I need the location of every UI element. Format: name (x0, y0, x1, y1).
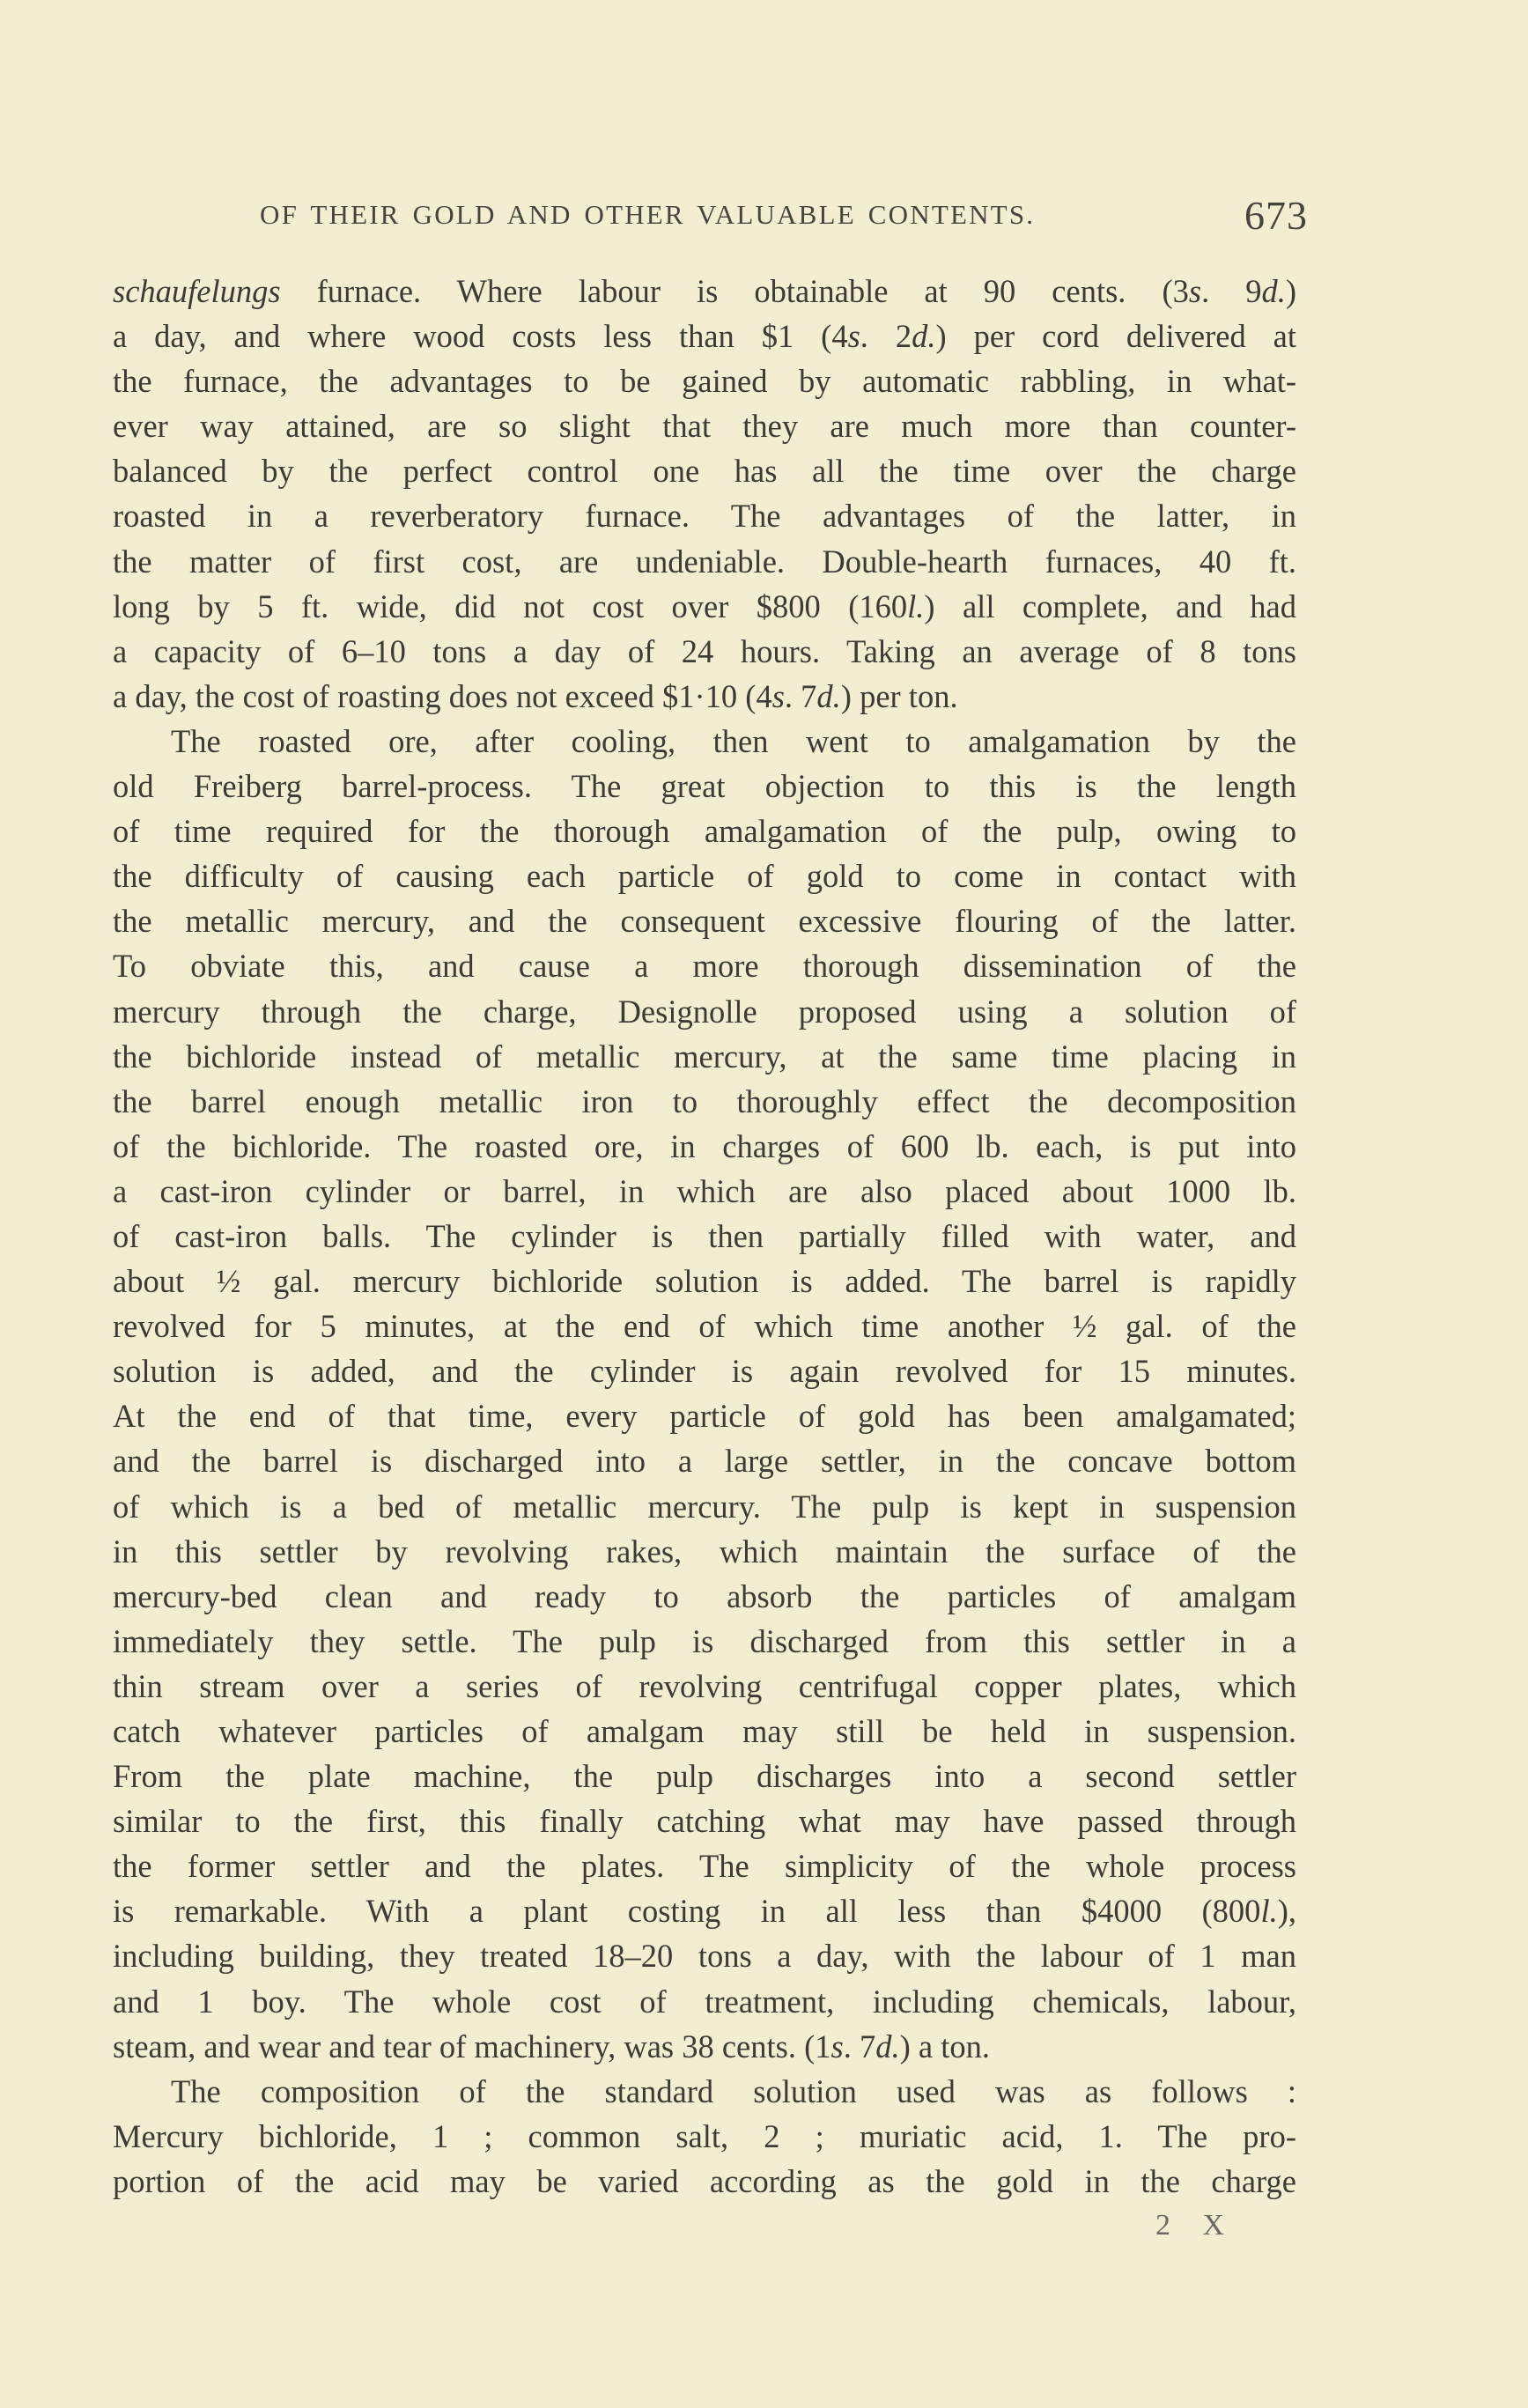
text-run: the metallic mercury, and the consequent excessive flouring of the latter. (113, 903, 1296, 940)
text-line (113, 629, 1296, 674)
text-line (113, 1933, 1296, 1978)
text-line (113, 1484, 1296, 1529)
italic-text: d. (1261, 273, 1286, 309)
text-line (113, 1754, 1296, 1799)
text-line (113, 1124, 1296, 1169)
text-run: the former settler and the plates. The simplicity of the whole process (113, 1848, 1296, 1885)
running-head: OF THEIR GOLD AND OTHER VALUABLE CONTENTS. (260, 199, 1036, 230)
text-line (113, 1393, 1296, 1438)
text-line (113, 2159, 1296, 2204)
text-run: of cast-iron balls. The cylinder is then partially filled with water, and (113, 1217, 1296, 1254)
text-run: ), (1277, 1893, 1296, 1930)
text-run: balanced by the perfect control one has all the time over the charge (113, 453, 1296, 490)
italic-text: l. (1260, 1893, 1278, 1930)
text-line (113, 1034, 1296, 1079)
text-line (113, 1169, 1296, 1214)
text-line (113, 1979, 1296, 2024)
text-line (113, 764, 1296, 809)
italic-text: s (847, 318, 860, 355)
text-line (113, 2069, 1296, 2114)
text-run: To obviate this, and cause a more thorough dissemination of the (113, 948, 1296, 985)
text-line (113, 1214, 1296, 1259)
text-run: of time required for the thorough amalgamation of the pulp, owing to (113, 813, 1296, 850)
text-line (113, 1574, 1296, 1619)
italic-text: d. (816, 677, 841, 714)
italic-text: l. (907, 587, 925, 624)
text-line (113, 898, 1296, 943)
text-run: ) a ton. (899, 2028, 990, 2065)
text-run: ) all complete, and had (924, 587, 1296, 624)
text-run: revolved for 5 minutes, at the end of which time another ½ gal. of the (113, 1308, 1296, 1345)
text-line (113, 584, 1296, 629)
text-line (113, 1619, 1296, 1664)
text-run: including building, they treated 18–20 tons a day, with the labour of 1 man (113, 1938, 1296, 1975)
text-run: The composition of the standard solution used was as follows : (171, 2072, 1296, 2109)
text-line (113, 269, 1296, 314)
italic-text: s (771, 677, 785, 714)
text-line (113, 403, 1296, 448)
text-run: thin stream over a series of revolving centrifugal copper plates, which (113, 1667, 1296, 1704)
italic-text: s (1188, 273, 1202, 309)
text-run: ever way attained, are so slight that they are much more than counter- (113, 408, 1296, 445)
text-run: of the bichloride. The roasted ore, in charges of 600 lb. each, is put into (113, 1127, 1296, 1164)
text-line (113, 448, 1296, 493)
text-line (113, 1709, 1296, 1754)
text-line (113, 989, 1296, 1034)
text-line (113, 2024, 1296, 2069)
text-run: the matter of first cost, are undeniable. Double-hearth furnaces, 40 ft. (113, 543, 1296, 580)
text-line (113, 943, 1296, 988)
page-header (260, 192, 1308, 245)
text-run: long by 5 ft. wide, did not cost over $800 (160 (113, 587, 908, 624)
italic-text: d. (912, 318, 936, 355)
text-line (113, 1079, 1296, 1124)
text-run: old Freiberg barrel-process. The great objection to this is the length (113, 768, 1296, 805)
body-text (113, 269, 1296, 2204)
italic-text: s (830, 2028, 844, 2065)
text-run: furnace. Where labour is obtainable at 90 cents. (3 (280, 273, 1189, 309)
text-line (113, 1529, 1296, 1574)
text-run: a day, and where wood costs less than $1 (4 (113, 318, 848, 355)
text-line (113, 358, 1296, 403)
text-line (113, 1304, 1296, 1348)
text-run: Mercury bichloride, 1 ; common salt, 2 ; muriatic acid, 1. The pro- (113, 2117, 1296, 2154)
text-run: a capacity of 6–10 tons a day of 24 hours. Taking an average of 8 tons (113, 632, 1296, 669)
text-line (113, 1799, 1296, 1843)
text-line (113, 2114, 1296, 2159)
text-line (113, 493, 1296, 538)
text-run: about ½ gal. mercury bichloride solution is added. The barrel is rapidly (113, 1263, 1296, 1300)
text-line (113, 809, 1296, 853)
text-line (113, 314, 1296, 358)
text-run: . 9 (1201, 273, 1262, 309)
text-run: The roasted ore, after cooling, then went to amalgamation by the (171, 722, 1296, 759)
text-run: . 7 (784, 677, 817, 714)
text-run: solution is added, and the cylinder is again revolved for 15 minutes. (113, 1353, 1296, 1390)
text-line (113, 1348, 1296, 1393)
text-run: the difficulty of causing each particle of gold to come in contact with (113, 858, 1296, 895)
text-line (113, 1664, 1296, 1709)
text-run: and 1 boy. The whole cost of treatment, including chemicals, labour, (113, 1983, 1296, 2020)
text-line (113, 1888, 1296, 1933)
text-line (113, 539, 1296, 584)
text-run: similar to the first, this finally catching what may have passed through (113, 1803, 1296, 1840)
text-run: mercury-bed clean and ready to absorb the particles of amalgam (113, 1577, 1296, 1614)
text-run: . 2 (860, 318, 912, 355)
text-line (113, 1843, 1296, 1888)
text-run: At the end of that time, every particle of gold has been amalgamated; (113, 1398, 1296, 1435)
text-run: and the barrel is discharged into a large settler, in the concave bottom (113, 1443, 1296, 1480)
signature-mark: 2 X (1155, 2209, 1237, 2242)
page-number: 673 (1244, 193, 1308, 238)
text-run: is remarkable. With a plant costing in all less than $4000 (800 (113, 1893, 1261, 1930)
text-run: the barrel enough metallic iron to thoroughly effect the decomposition (113, 1082, 1296, 1119)
text-run: . 7 (843, 2028, 876, 2065)
text-run: ) (1285, 273, 1296, 309)
text-run: a day, the cost of roasting does not exceed $1·10 (4 (113, 677, 772, 714)
text-line (113, 719, 1296, 764)
text-run: a cast-iron cylinder or barrel, in which are also placed about 1000 lb. (113, 1172, 1296, 1209)
text-line (113, 674, 1296, 719)
text-run: catch whatever particles of amalgam may still be held in suspension. (113, 1713, 1296, 1749)
text-run: the bichloride instead of metallic mercury, at the same time placing in (113, 1038, 1296, 1075)
text-run: steam, and wear and tear of machinery, was 38 cents. (1 (113, 2028, 831, 2065)
text-run: ) per cord delivered at (935, 318, 1296, 355)
text-run: in this settler by revolving rakes, which maintain the surface of the (113, 1533, 1296, 1570)
text-line (113, 1438, 1296, 1483)
text-run: portion of the acid may be varied according as the gold in the charge (113, 2162, 1296, 2199)
text-run: ) per ton. (840, 677, 958, 714)
text-run: the furnace, the advantages to be gained by automatic rabbling, in what- (113, 363, 1296, 400)
text-line (113, 1259, 1296, 1304)
italic-text: schaufelungs (113, 273, 281, 309)
text-run: immediately they settle. The pulp is discharged from this settler in a (113, 1622, 1296, 1659)
text-run: roasted in a reverberatory furnace. The advantages of the latter, in (113, 498, 1296, 535)
text-run: of which is a bed of metallic mercury. The pulp is kept in suspension (113, 1488, 1296, 1525)
italic-text: d. (875, 2028, 900, 2065)
text-line (113, 853, 1296, 898)
text-run: From the plate machine, the pulp discharges into a second settler (113, 1758, 1296, 1795)
text-run: mercury through the charge, Designolle proposed using a solution of (113, 993, 1296, 1030)
